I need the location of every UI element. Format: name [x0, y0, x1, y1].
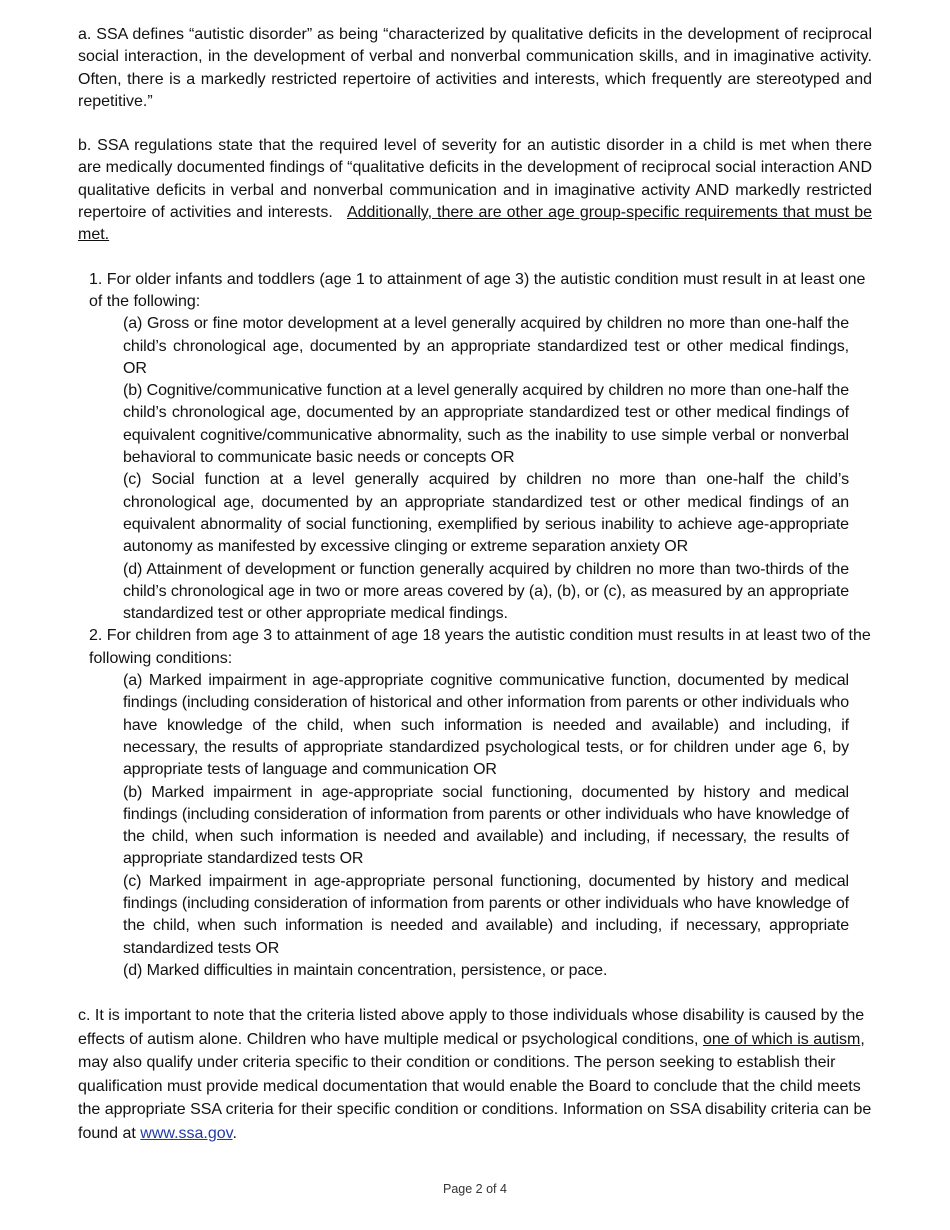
- paragraph-a: a. SSA defines “autistic disorder” as being “characterized by qualitative deficits in the development of reciprocal social interaction, in the development of verbal and nonverbal communication skills, and in imaginative activity. Often, there is a markedly restricted repertoire of activities and interests, which frequently are stereotyped and repetitive.”: [78, 26, 872, 110]
- list-item-2c: (c) Marked impairment in age-appropriate personal functioning, documented by history and medical findings (including consideration of information from parents or other individuals who have knowledge of the child, when such information is needed and available) and including, if necessary, appropriate standardized tests OR: [123, 872, 849, 957]
- paragraph-b: [78, 135, 872, 246]
- list-item-1c: (c) Social function at a level generally acquired by children no more than one-half the child’s chronological age, documented by an appropriate standardized test or other medical findings of an equivalent abnormality of social functioning, exemplified by serious inability to achieve age-appropriate autonomy as manifested by excessive clinging or extreme separation anxiety OR: [123, 471, 849, 556]
- paragraph-c-part1: c. It is important to note that the criteria listed above apply to those individuals whose disability is caused by the effects of autism alone. Children who have multiple medical or psychological conditions,: [78, 1007, 865, 1048]
- paragraph-c-end: .: [232, 1124, 237, 1142]
- list-item-2a: (a) Marked impairment in age-appropriate cognitive communicative function, documented by medical findings (including consideration of historical and other information from parents or other individuals who have knowledge of the child, when such information is needed and available) and including, if necessary, the results of appropriate standardized psychological tests, or for children under age 6, by appropriate tests of language and communication OR: [123, 672, 849, 779]
- paragraph-c: [78, 1004, 872, 1145]
- list-item-1b: (b) Cognitive/communicative function at a level generally acquired by children no more than one-half the child’s chronological age, documented by an appropriate standardized test or other medical findings of equivalent cognitive/communicative abnormality, such as the inability to use simple verbal or nonverbal behavioral to communicate basic needs or concepts OR: [123, 382, 849, 467]
- document-body: [78, 24, 872, 1145]
- list-item-2d: (d) Marked difficulties in maintain concentration, persistence, or pace.: [123, 961, 608, 979]
- list-item-1a: (a) Gross or fine motor development at a level generally acquired by children no more than one-half the child’s chronological age, documented by an appropriate standardized test or other medical findings, OR: [123, 315, 849, 377]
- paragraph-b-underlined: Additionally, there are other age group-specific requirements that must be met.: [78, 204, 872, 244]
- page-number-footer: Page 2 of 4: [443, 1182, 507, 1196]
- list-item-2-heading: 2. For children from age 3 to attainment of age 18 years the autistic condition must results in at least two of the following conditions:: [89, 627, 871, 667]
- paragraph-c-part2: , may also qualify under criteria specific to their condition or conditions. The person seeking to establish their qualification must provide medical documentation that would enable the Board to conclude that the child meets the appropriate SSA criteria for their specific condition or conditions. Information on SSA disability criteria can be found at: [78, 1030, 872, 1142]
- paragraph-b-text: b. SSA regulations state that the required level of severity for an autistic disorder in a child is met when there are medically documented findings of “qualitative deficits in the development of reciprocal social interaction AND qualitative deficits in verbal and nonverbal communication and in imaginative activity AND markedly restricted repertoire of activities and interests.: [78, 137, 872, 222]
- ssa-website-link[interactable]: www.ssa.gov: [140, 1124, 233, 1142]
- list-item-1-heading: 1. For older infants and toddlers (age 1 to attainment of age 3) the autistic condition must result in at least one of the following:: [89, 270, 866, 310]
- list-item-1d: (d) Attainment of development or function generally acquired by children no more than two-thirds of the child’s chronological age in two or more areas covered by (a), (b), or (c), as measured by an appropriate standardized test or other appropriate medical findings.: [123, 560, 849, 623]
- paragraph-c-underlined: one of which is autism: [702, 1030, 861, 1048]
- list-item-2b: (b) Marked impairment in age-appropriate social functioning, documented by history and medical findings (including consideration of information from parents or other individuals who have knowledge of the child, when such information is needed and available) and including, if necessary, the results of appropriate standardized tests OR: [123, 783, 849, 868]
- criteria-list: [89, 269, 872, 983]
